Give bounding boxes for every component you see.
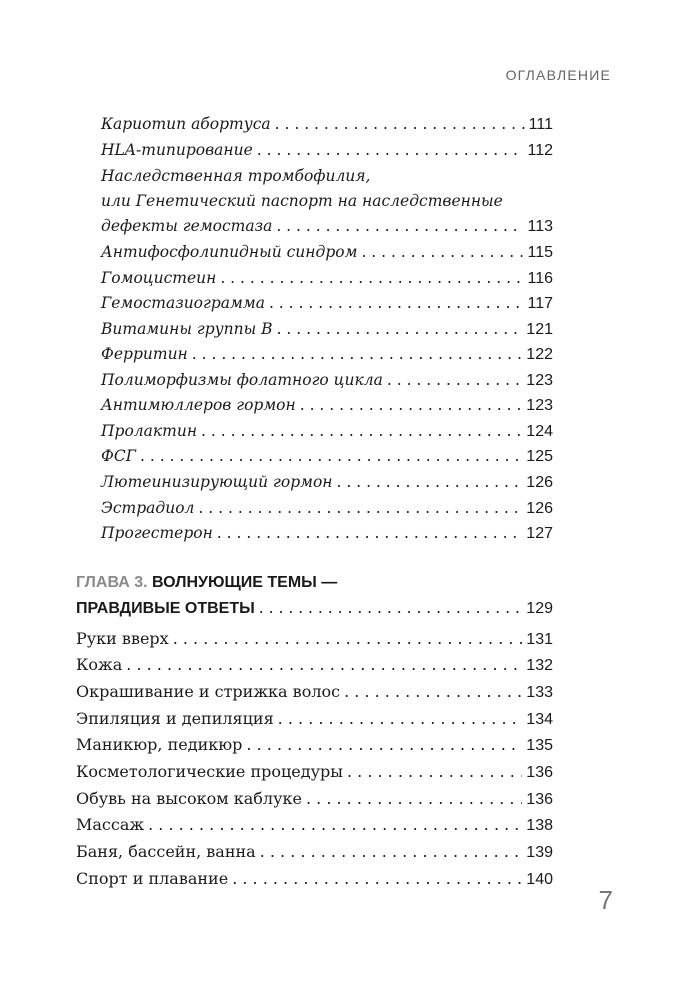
dot-leader [220,265,523,291]
dot-leader [259,595,523,621]
dot-leader [361,239,523,265]
toc-entry-title: Баня, бассейн, ванна [76,842,256,861]
toc-entry-page: 135 [526,737,553,754]
toc-entry-page: 136 [526,764,553,781]
toc-entry-page: 124 [526,423,553,440]
toc-entry-title: Витамины группы В [101,320,273,338]
dot-leader [347,759,522,785]
toc-entry-page: 123 [526,397,553,414]
dot-leader [198,495,522,521]
toc-entry-page: 122 [526,346,553,363]
toc-entry-page: 112 [527,142,553,159]
toc-entry-page: 127 [526,525,553,542]
toc-entry[interactable] [101,418,553,444]
toc-entry[interactable] [76,839,553,865]
dot-leader [192,341,523,367]
toc-entry-title: Косметологические процедуры [76,762,343,781]
toc-entry-page: 132 [526,657,553,674]
dot-leader [148,812,522,838]
dot-leader [126,652,522,678]
dot-leader [246,732,522,758]
chapter-title-line2: ПРАВДИВЫЕ ОТВЕТЫ [76,600,255,617]
toc-entry[interactable] [101,239,553,265]
dot-leader [278,706,523,732]
toc-entry-title: Пролактин [101,422,198,440]
toc-entry-title: Ферритин [101,345,188,363]
dot-leader [387,367,522,393]
toc-entry[interactable] [101,341,553,367]
toc-entry-page: 111 [528,116,553,133]
toc-entry[interactable] [76,652,553,678]
toc-entry-title: Эпиляция и депиляция [76,709,274,728]
toc-entry[interactable] [76,866,553,892]
toc-entry[interactable] [101,367,553,393]
toc-entry-page: 139 [526,844,553,861]
toc-entry-page: 125 [526,448,553,465]
dot-leader [276,213,523,239]
dot-leader [217,520,523,546]
toc-entry-title: Антифосфолипидный синдром [101,243,358,261]
running-head: ОГЛАВЛЕНИЕ [505,67,611,83]
dot-leader [337,469,523,495]
chapter-heading-line2[interactable] [76,595,553,621]
toc-entry-title: Лютеинизирующий гормон [101,473,333,491]
dot-leader [257,137,524,163]
toc-entry[interactable] [101,392,553,418]
toc-entry-page: 133 [526,684,553,701]
toc-entry[interactable] [101,443,553,469]
dot-leader [275,111,525,137]
toc-entry[interactable] [76,759,553,785]
chapter-page: 129 [526,600,553,617]
toc-entry-page: 115 [527,244,553,261]
toc-entry-title-line: Наследственная тромбофилия, [101,167,371,185]
toc-entry-title: Гомоцистеин [101,269,217,287]
dot-leader [300,392,523,418]
toc-entry-title: Обувь на высоком каблуке [76,789,302,808]
toc-entry-title: Прогестерон [101,524,213,542]
toc-entry[interactable] [101,111,553,137]
page-number: 7 [598,885,613,915]
toc-entry-title: Кариотип абортуса [101,115,271,133]
toc-entry-title: ФСГ [101,447,136,465]
toc-entry[interactable] [101,213,553,239]
dot-leader [269,290,524,316]
toc-entry[interactable] [101,495,553,521]
toc-entry-page: 117 [527,295,553,312]
toc-entry-title: Спорт и плавание [76,869,229,888]
toc-entry[interactable] [101,520,553,546]
dot-leader [277,316,523,342]
toc-entry-page: 131 [526,631,553,648]
toc-entry-title: HLA-типирование [101,141,253,159]
toc-entry-page: 136 [526,791,553,808]
toc-entry-title: Полиморфизмы фолатного цикла [101,371,383,389]
dot-leader [173,626,523,652]
toc-entry-page: 126 [526,474,553,491]
chapter-number: ГЛАВА 3. [76,574,148,591]
toc-entry-page: 134 [526,711,553,728]
toc-entry-title: Кожа [76,655,123,674]
toc-entry-title: Окрашивание и стрижка волос [76,682,341,701]
toc-entry[interactable] [76,626,553,652]
toc-entry-title: Маникюр, педикюр [76,735,243,754]
dot-leader [232,866,522,892]
toc-entry-page: 121 [526,321,553,338]
toc-entry[interactable] [76,706,553,732]
toc-entry-page: 140 [526,871,553,888]
toc-entry-title: Руки вверх [76,629,169,648]
toc-entry[interactable] [76,786,553,812]
toc-entry-title-line: или Генетический паспорт на наследственные [101,192,503,210]
dot-leader [260,839,523,865]
toc-entry-title: Массаж [76,815,145,834]
toc-entry-page: 123 [526,372,553,389]
toc-entry[interactable] [101,265,553,291]
chapter-title-line1: ВОЛНУЮЩИЕ ТЕМЫ — [152,574,338,591]
toc-entry-title: Антимюллеров гормон [101,396,296,414]
toc-entry[interactable] [76,812,553,838]
toc-entry[interactable] [101,290,553,316]
dot-leader [306,786,522,812]
dot-leader [140,443,522,469]
toc-entry-title: дефекты гемостаза [101,217,273,235]
chapter-heading[interactable] [76,570,337,596]
toc-entry[interactable] [101,137,553,163]
toc-entry-page: 113 [527,218,553,235]
toc-entry-page: 138 [526,817,553,834]
toc-entry-title: Гемостазиограмма [101,294,265,312]
dot-leader [344,679,522,705]
toc-entry[interactable] [76,679,553,705]
toc-entry[interactable] [76,732,553,758]
toc-entry-page: 116 [527,270,553,287]
toc-entry-title: Эстрадиол [101,499,195,517]
toc-entry[interactable] [101,316,553,342]
toc-entry[interactable] [101,469,553,495]
dot-leader [201,418,522,444]
toc-entry-page: 126 [526,500,553,517]
